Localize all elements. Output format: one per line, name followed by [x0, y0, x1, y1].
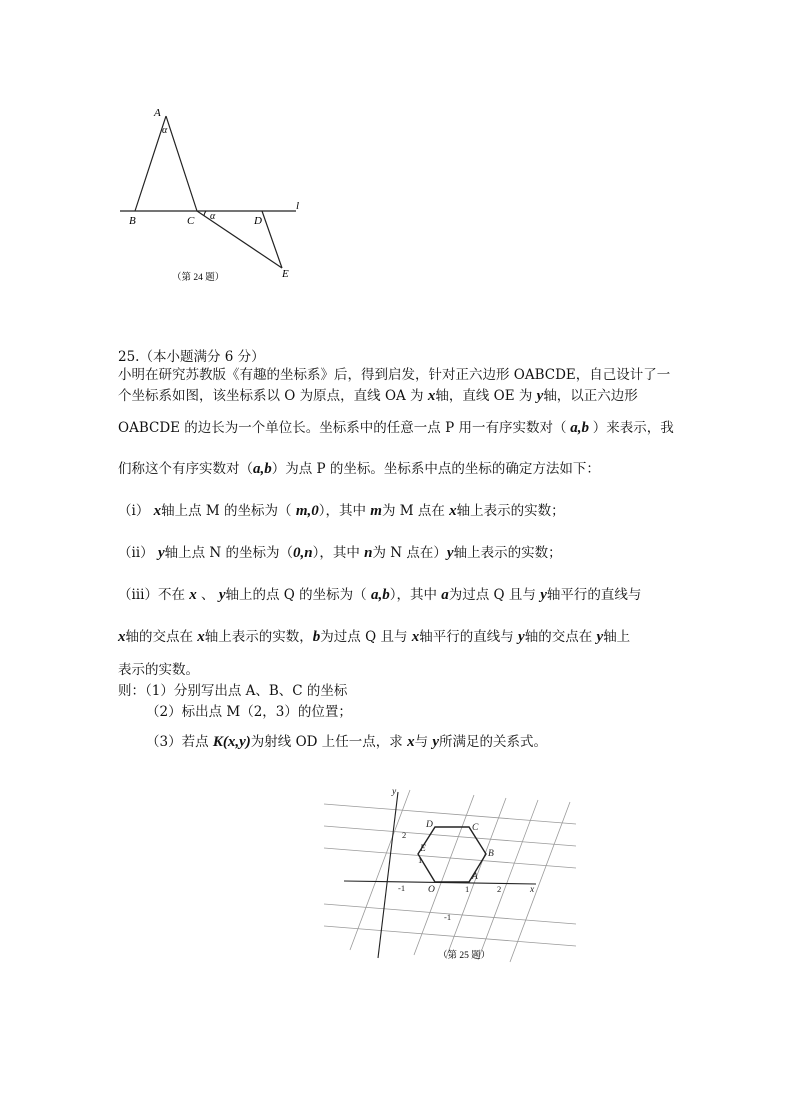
label-C: C: [472, 823, 479, 833]
label-A: A: [472, 872, 478, 882]
rule-3: （ⅲ）不在 x 、 y轴上的点 Q 的坐标为（ a,b），其中 a为过点 Q 且与 y轴平行的直线与: [118, 587, 642, 603]
label-O: O: [428, 885, 435, 895]
rule-3-continued: x轴的交点在 x轴上表示的实数，b为过点 Q 且与 x轴平行的直线与 y轴的交点在 y轴上: [118, 629, 631, 645]
label-y-neg1: -1: [444, 912, 452, 922]
label-B: B: [129, 215, 136, 227]
rule-3-end: 表示的实数。: [118, 662, 199, 678]
question-3: （3）若点 K(x,y)为射线 OD 上任一点，求 x与 y所满足的关系式。: [146, 734, 548, 750]
intro-line-3: OABCDE 的边长为一个单位长。坐标系中的任意一点 P 用一有序实数对（ a,b ）来表示，我: [118, 420, 674, 436]
label-x-neg1: -1: [398, 883, 406, 893]
label-x-2: 2: [497, 884, 502, 894]
angle-arc-C: [204, 211, 206, 216]
rule-1: （ⅰ） x轴上点 M 的坐标为（ m,0），其中 m为 M 点在 x轴上表示的实数；: [118, 503, 565, 519]
intro-line-2: 个坐标系如图，该坐标系以 O 为原点，直线 OA 为 x轴，直线 OE 为 y轴，以正六边形: [118, 388, 638, 404]
label-l: l: [296, 200, 300, 212]
label-A: A: [154, 107, 161, 119]
axes: [344, 792, 536, 958]
label-y-2: 2: [402, 830, 407, 840]
segment-DE: [262, 211, 282, 268]
label-C: C: [187, 215, 195, 227]
figure-25: [318, 780, 588, 970]
label-alpha-2: α: [210, 211, 216, 222]
segment-AC: [166, 116, 197, 211]
figure-25-caption: （第 25 题）: [438, 951, 491, 961]
problem-header: 25.（本小题满分 6 分）: [118, 349, 265, 365]
y-axis: [378, 792, 398, 958]
intro-line-1: 小明在研究苏教版《有趣的坐标系》后，得到启发，针对正六边形 OABCDE，自己设计了一: [118, 367, 671, 383]
label-E: E: [282, 268, 289, 280]
figure-24-caption: （第 24 题）: [172, 273, 225, 283]
question-2: （2）标出点 M（2，3）的位置；: [146, 704, 352, 720]
label-D: D: [254, 215, 262, 227]
rule-2: （ⅱ） y轴上点 N 的坐标为（0,n），其中 n为 N 点在）y轴上表示的实数；: [118, 545, 562, 561]
label-x-1: 1: [465, 884, 470, 894]
label-y-1: 1: [418, 855, 423, 865]
label-D: D: [426, 820, 433, 830]
intro-line-4: 们称这个有序实数对（a,b）为点 P 的坐标。坐标系中点的坐标的确定方法如下：: [118, 461, 600, 477]
label-alpha-1: α: [162, 125, 168, 136]
label-y-axis: y: [392, 787, 397, 797]
figure-24: [110, 100, 320, 290]
question-1: 则：（1）分别写出点 A、B、C 的坐标: [118, 683, 348, 699]
label-x-axis: x: [530, 885, 535, 895]
grid: [324, 790, 576, 962]
label-E: E: [420, 844, 426, 854]
label-B: B: [488, 849, 494, 859]
